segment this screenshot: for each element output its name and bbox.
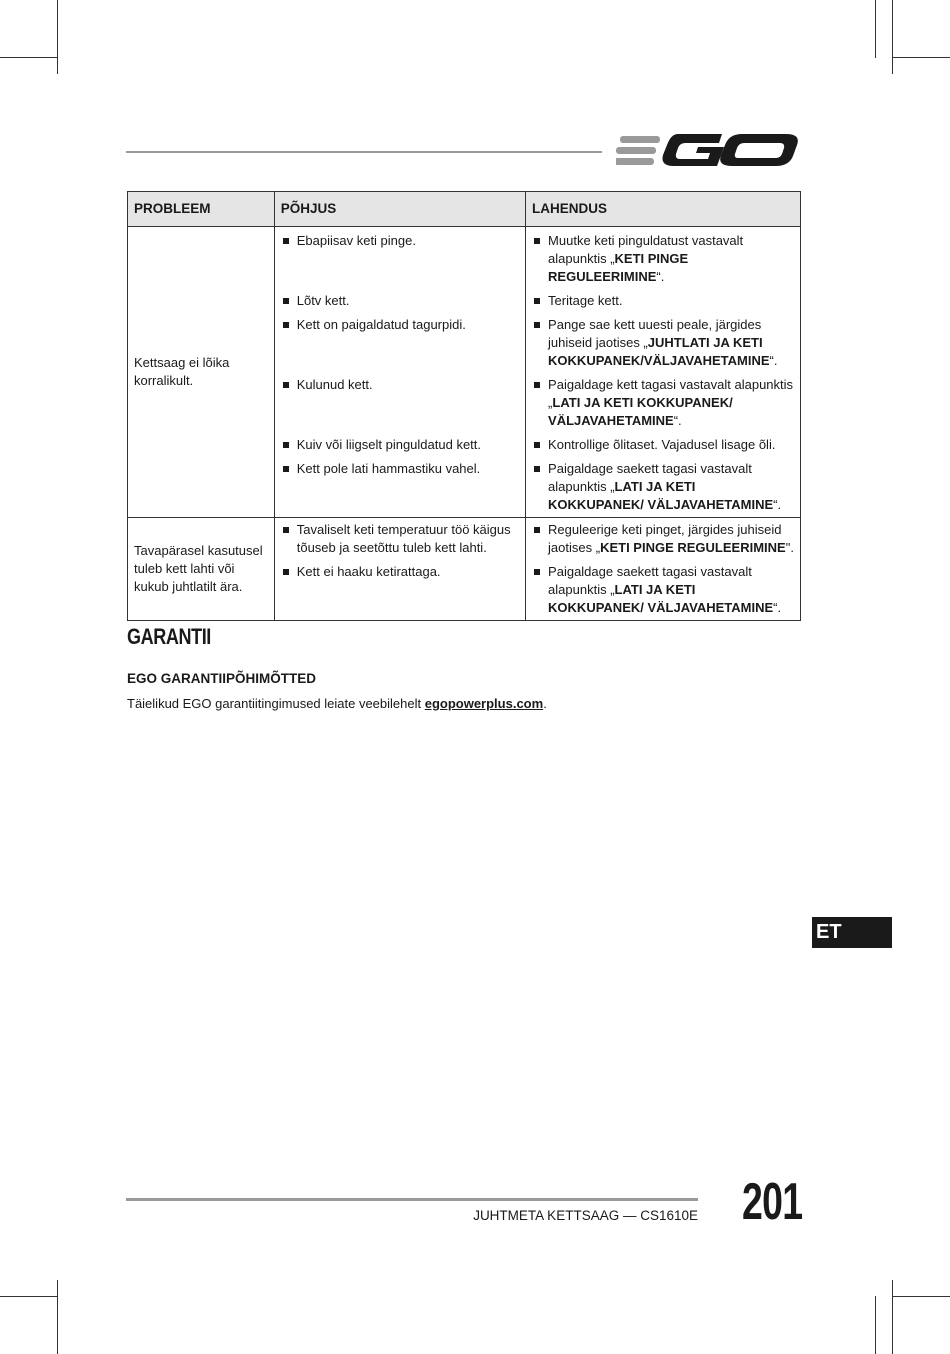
solution-cell: Paigaldage saekett tagasi vastavalt alapunktis „LATI JA KETI KOKKUPANEK/ VÄLJAVAHETAMINE“.	[526, 457, 801, 518]
table-row	[128, 227, 801, 290]
footer-rule	[126, 1198, 698, 1201]
crop-mark	[892, 1280, 893, 1354]
cause-cell: Kuiv või liigselt pinguldatud kett.	[274, 433, 525, 457]
solution-cell: Teritage kett.	[526, 289, 801, 313]
page-number: 201	[742, 1173, 803, 1231]
cause-cell: Lõtv kett.	[274, 289, 525, 313]
crop-mark	[875, 1296, 876, 1354]
solution-cell: Reguleerige keti pinget, järgides juhiseid jaotises „KETI PINGE REGULEERIMINE".	[526, 518, 801, 561]
solution-cell: Kontrollige õlitaset. Vajadusel lisage õli.	[526, 433, 801, 457]
crop-mark	[0, 57, 57, 58]
solution-cell: Muutke keti pinguldatust vastavalt alapunktis „KETI PINGE REGULEERIMINE“.	[526, 227, 801, 290]
crop-mark	[892, 1296, 950, 1297]
cause-cell: Kett ei haaku ketirattaga.	[274, 560, 525, 621]
solution-cell: Paigaldage saekett tagasi vastavalt alapunktis „LATI JA KETI KOKKUPANEK/ VÄLJAVAHETAMINE“.	[526, 560, 801, 621]
solution-cell: Paigaldage kett tagasi vastavalt alapunktis „LATI JA KETI KOKKUPANEK/ VÄLJAVAHETAMINE“.	[526, 373, 801, 433]
cause-cell: Ebapiisav keti pinge.	[274, 227, 525, 290]
header-rule	[126, 151, 602, 153]
language-tab: ET	[812, 917, 892, 948]
section-subtitle: EGO GARANTIIPÕHIMÕTTED	[127, 671, 316, 686]
cause-cell: Kulunud kett.	[274, 373, 525, 433]
crop-mark	[892, 0, 893, 74]
header-cause: PÕHJUS	[274, 192, 525, 227]
crop-mark	[0, 1296, 57, 1297]
cause-cell: Kett pole lati hammastiku vahel.	[274, 457, 525, 518]
warranty-link[interactable]: egopowerplus.com	[424, 696, 544, 711]
footer-title: JUHTMETA KETTSAAG — CS1610E	[473, 1208, 698, 1223]
crop-mark	[57, 0, 58, 74]
cause-cell: Kett on paigaldatud tagurpidi.	[274, 313, 525, 373]
crop-mark	[57, 1280, 58, 1354]
ego-logo	[616, 128, 802, 172]
troubleshooting-table	[127, 191, 801, 621]
cause-cell: Tavaliselt keti temperatuur töö käigus tõuseb ja seetõttu tuleb kett lahti.	[274, 518, 525, 561]
table-header-row	[128, 192, 801, 227]
crop-mark	[875, 0, 876, 58]
crop-mark	[892, 57, 950, 58]
problem-cell: Tavapärasel kasutusel tuleb kett lahti või kukub juhtlatilt ära.	[128, 518, 275, 621]
header-solution: LAHENDUS	[526, 192, 801, 227]
table-row	[128, 518, 801, 561]
section-title: GARANTII	[127, 624, 211, 649]
header-problem: PROBLEEM	[128, 192, 275, 227]
warranty-text: Täielikud EGO garantiitingimused leiate veebilehelt egopowerplus.com.	[127, 696, 547, 711]
solution-cell: Pange sae kett uuesti peale, järgides juhiseid jaotises „JUHTLATI JA KETI KOKKUPANEK/VÄLJAVAHETAMINE“.	[526, 313, 801, 373]
problem-cell: Kettsaag ei lõika korralikult.	[128, 227, 275, 518]
